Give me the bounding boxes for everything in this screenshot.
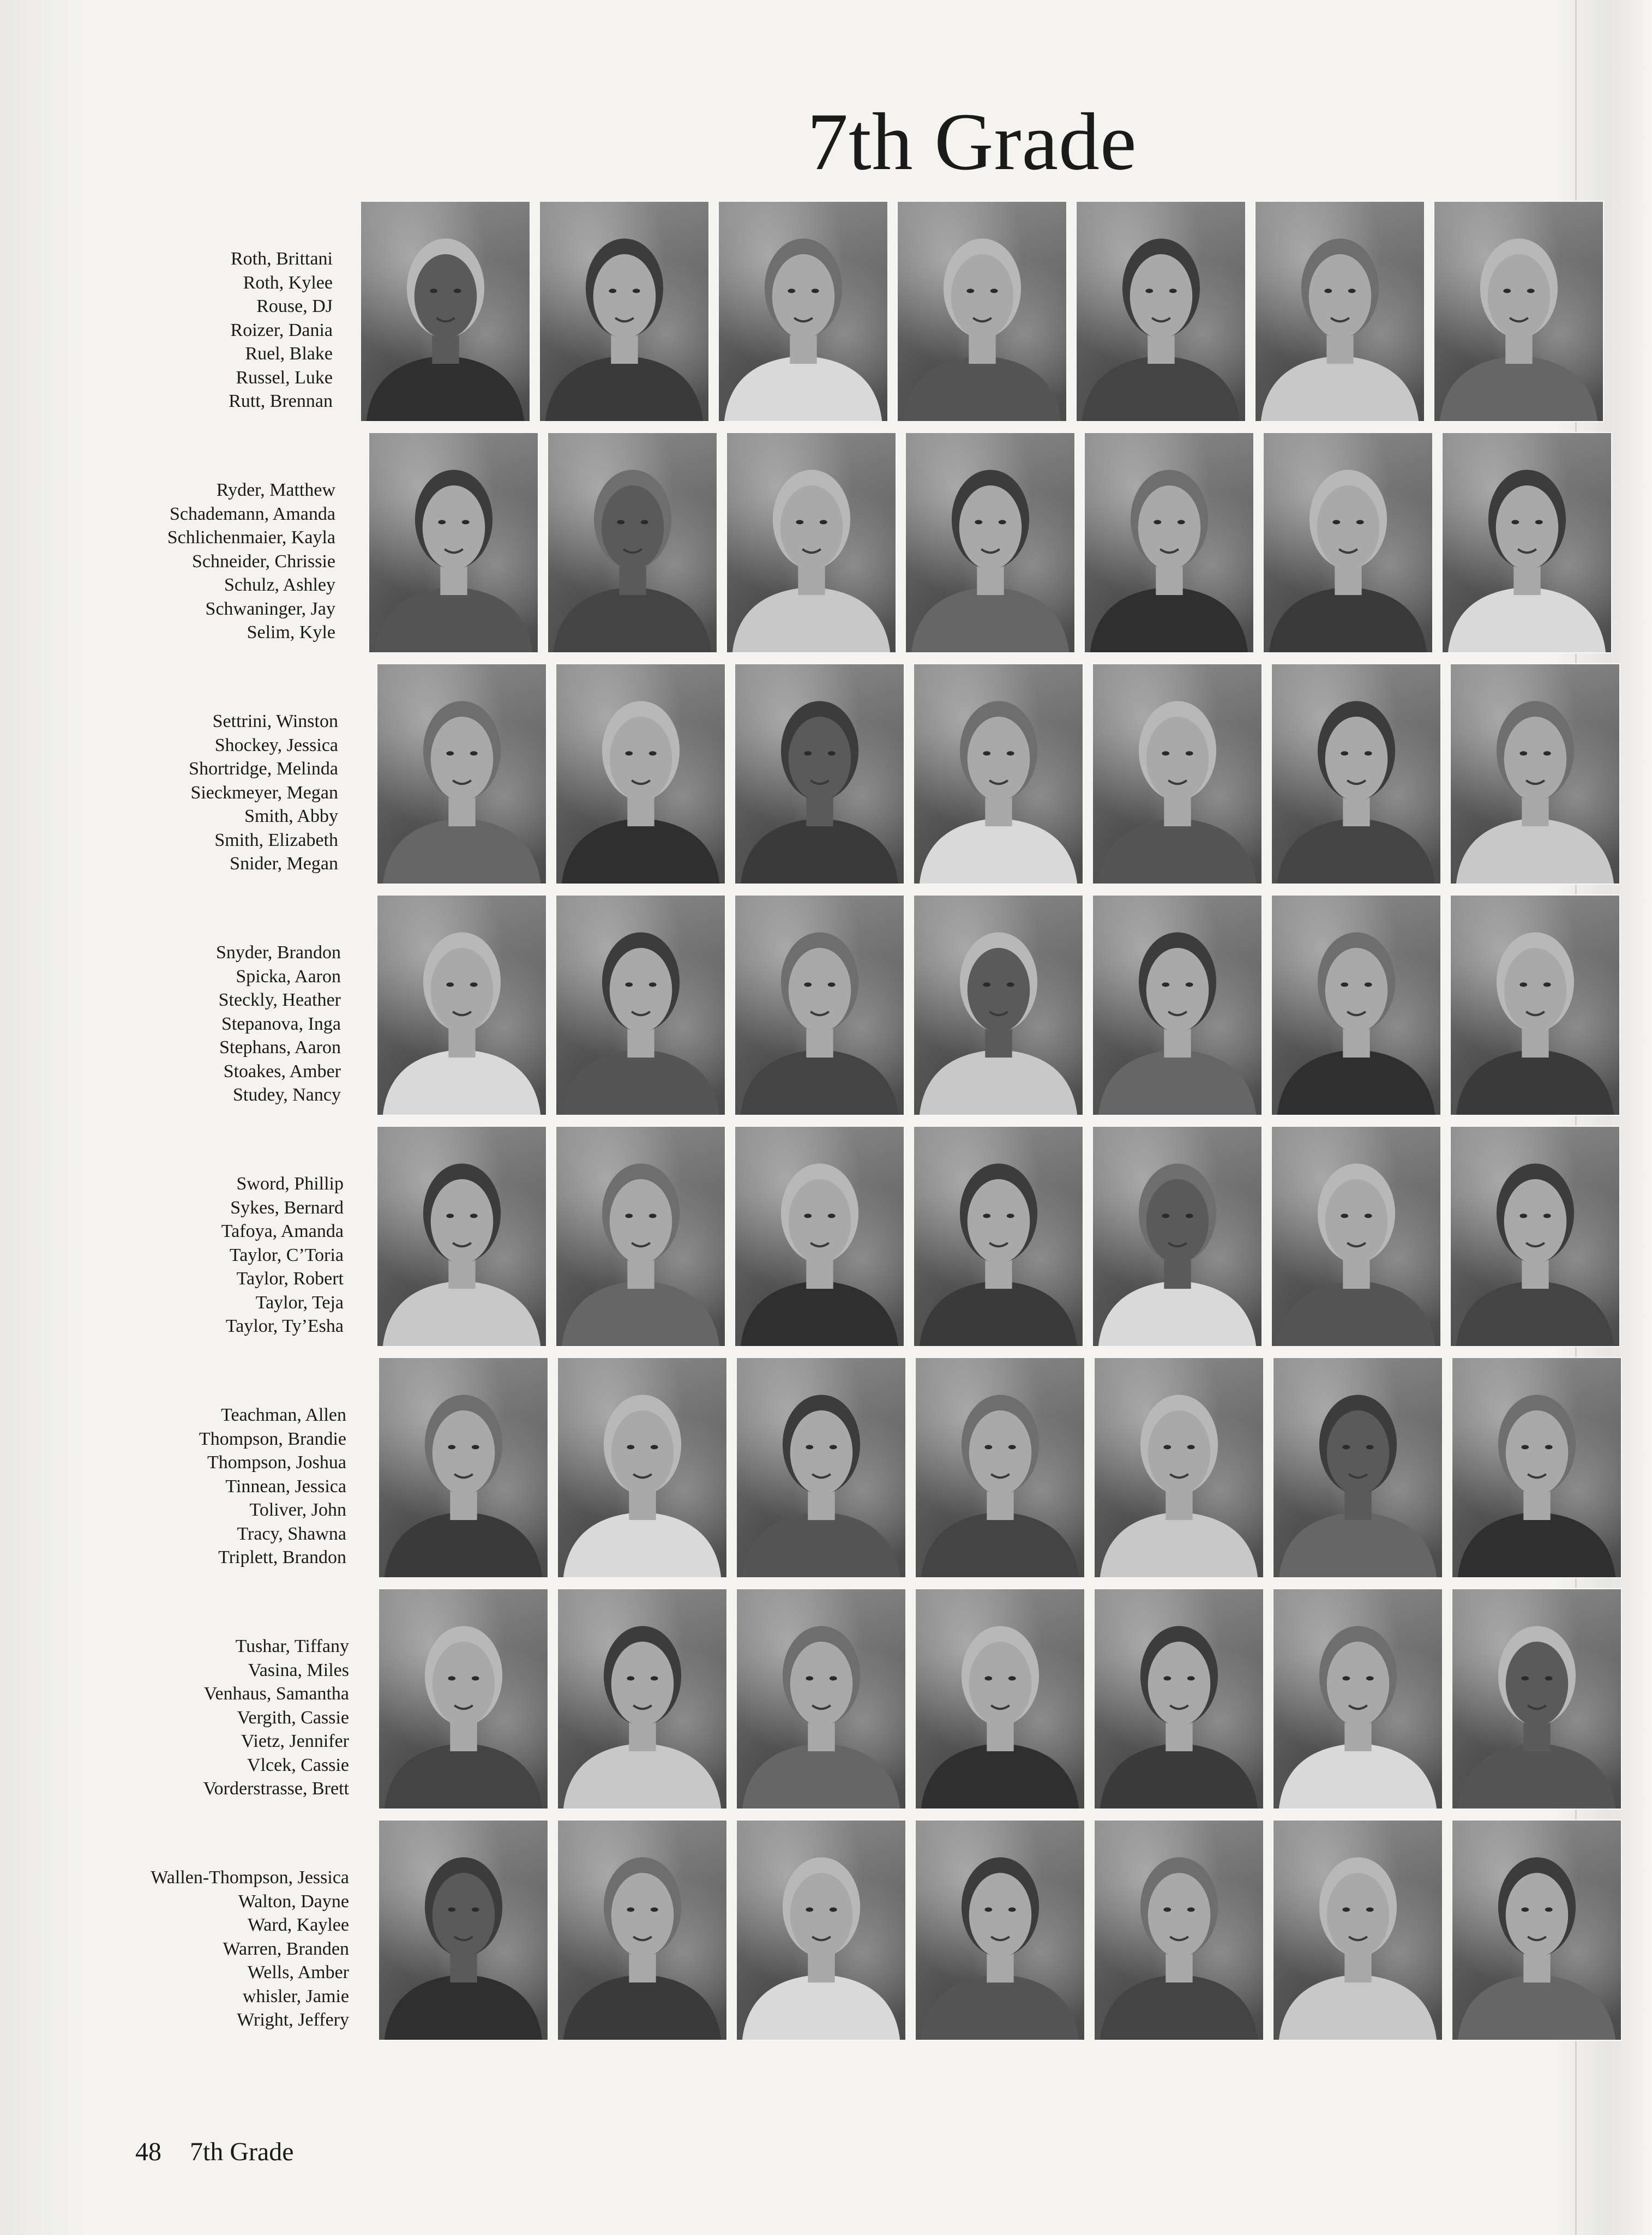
portrait-silhouette	[377, 1127, 546, 1346]
portrait-silhouette	[556, 1127, 725, 1346]
student-photo	[378, 1819, 549, 2041]
student-name: Sykes, Bernard	[230, 1197, 344, 1218]
student-photo	[1094, 1819, 1264, 2041]
student-name: Ryder, Matthew	[216, 480, 335, 500]
student-name: Settrini, Winston	[212, 711, 338, 731]
student-photo	[547, 432, 718, 653]
portrait-silhouette	[898, 202, 1066, 421]
student-name: Tafoya, Amanda	[221, 1221, 344, 1241]
portrait-silhouette	[1093, 896, 1261, 1115]
portrait-silhouette	[1273, 1358, 1442, 1577]
portrait-silhouette	[1452, 1589, 1621, 1809]
student-name: Stoakes, Amber	[223, 1061, 341, 1082]
student-name: Smith, Elizabeth	[214, 830, 338, 850]
student-photo	[915, 1819, 1085, 2041]
student-name: Warren, Branden	[223, 1938, 349, 1959]
portrait-silhouette	[735, 664, 904, 884]
student-name: Taylor, Teja	[255, 1292, 344, 1313]
page-title: 7th Grade	[807, 97, 1137, 187]
student-photo	[736, 1588, 906, 1810]
student-photo	[1271, 663, 1441, 885]
student-name: Spicka, Aaron	[236, 966, 341, 987]
portrait-silhouette	[379, 1821, 548, 2040]
student-photo	[376, 894, 547, 1116]
student-photo	[726, 432, 897, 653]
student-name: Schlichenmaier, Kayla	[167, 527, 335, 548]
student-name: Stepanova, Inga	[221, 1013, 341, 1034]
portrait-silhouette	[737, 1589, 905, 1809]
student-name: Tracy, Shawna	[237, 1523, 346, 1544]
portrait-silhouette	[558, 1358, 726, 1577]
student-photo	[360, 201, 531, 422]
student-name: Triplett, Brandon	[218, 1547, 346, 1567]
portrait-silhouette	[906, 433, 1074, 652]
student-photo	[734, 1126, 905, 1347]
student-name: Tushar, Tiffany	[235, 1636, 349, 1656]
student-name: Schulz, Ashley	[224, 575, 335, 595]
student-photo	[376, 1126, 547, 1347]
student-photo	[376, 663, 547, 885]
portrait-silhouette	[379, 1589, 548, 1809]
portrait-silhouette	[1255, 202, 1424, 421]
student-name: Taylor, C’Toria	[229, 1245, 344, 1265]
student-photo	[1092, 894, 1263, 1116]
student-name: Schademann, Amanda	[169, 503, 335, 524]
portrait-silhouette	[1085, 433, 1253, 652]
student-photo	[1272, 1588, 1443, 1810]
portrait-silhouette	[1452, 1821, 1621, 2040]
portrait-silhouette	[1272, 664, 1440, 884]
portrait-silhouette	[1272, 1127, 1440, 1346]
student-photo	[378, 1588, 549, 1810]
portrait-silhouette	[1095, 1821, 1263, 2040]
portrait-silhouette	[1451, 896, 1619, 1115]
portrait-silhouette	[1093, 1127, 1261, 1346]
student-photo	[1092, 663, 1263, 885]
name-list	[203, 1635, 349, 1801]
portrait-silhouette	[737, 1821, 905, 2040]
student-photo	[1084, 432, 1254, 653]
student-name: Smith, Abby	[244, 806, 338, 826]
portrait-silhouette	[540, 202, 708, 421]
student-name: Ruel, Blake	[245, 344, 333, 364]
portrait-silhouette	[548, 433, 717, 652]
student-photo	[734, 663, 905, 885]
student-photo	[913, 663, 1084, 885]
portrait-silhouette	[1264, 433, 1432, 652]
student-name: Ward, Kaylee	[247, 1915, 349, 1935]
student-name: Taylor, Robert	[236, 1269, 344, 1289]
portrait-silhouette	[1451, 664, 1619, 884]
portrait-silhouette	[916, 1589, 1084, 1809]
student-photo	[1451, 1588, 1622, 1810]
portrait-silhouette	[719, 202, 887, 421]
portrait-silhouette	[914, 664, 1083, 884]
portrait-silhouette	[916, 1821, 1084, 2040]
student-photo	[368, 432, 539, 653]
student-name: Thompson, Brandie	[199, 1428, 346, 1449]
student-photo	[905, 432, 1076, 653]
student-name: Wright, Jeffery	[237, 2010, 349, 2030]
footer-section: 7th Grade	[190, 2137, 294, 2166]
name-list	[229, 247, 333, 413]
portrait-silhouette	[1451, 1127, 1619, 1346]
student-photo	[1271, 894, 1441, 1116]
student-photo	[557, 1819, 728, 2041]
name-list	[167, 478, 335, 645]
student-photo	[915, 1357, 1085, 1578]
student-photo	[1092, 1126, 1263, 1347]
portrait-silhouette	[1272, 896, 1440, 1115]
portrait-silhouette	[1077, 202, 1245, 421]
student-photo	[557, 1588, 728, 1810]
student-photo	[1094, 1588, 1264, 1810]
student-name: Studey, Nancy	[233, 1085, 341, 1105]
portrait-silhouette	[735, 896, 904, 1115]
portrait-silhouette	[1095, 1358, 1263, 1577]
portrait-silhouette	[1093, 664, 1261, 884]
student-photo	[1450, 1126, 1620, 1347]
student-name: Wallen-Thompson, Jessica	[151, 1867, 349, 1888]
student-photo	[539, 201, 710, 422]
portrait-silhouette	[727, 433, 896, 652]
student-photo	[1076, 201, 1246, 422]
student-photo	[897, 201, 1067, 422]
portrait-silhouette	[377, 664, 546, 884]
portrait-silhouette	[914, 896, 1083, 1115]
student-photo	[1272, 1819, 1443, 2041]
student-photo	[1451, 1819, 1622, 2041]
portrait-silhouette	[1452, 1358, 1621, 1577]
student-photo	[1094, 1357, 1264, 1578]
student-name: Sword, Phillip	[236, 1174, 344, 1194]
student-photo	[1433, 201, 1604, 422]
student-name: Vlcek, Cassie	[247, 1755, 349, 1775]
student-name: Shortridge, Melinda	[189, 759, 338, 779]
student-name: Schwaninger, Jay	[205, 598, 335, 619]
student-name: Steckly, Heather	[218, 990, 341, 1010]
student-name: Tinnean, Jessica	[225, 1476, 346, 1497]
student-photo	[1451, 1357, 1622, 1578]
portrait-silhouette	[1434, 202, 1603, 421]
student-name: Schneider, Chrissie	[191, 551, 335, 572]
page-number: 48	[135, 2137, 161, 2166]
portrait-silhouette	[558, 1589, 726, 1809]
student-photo	[913, 894, 1084, 1116]
student-name: Roth, Kylee	[243, 272, 333, 293]
name-list	[199, 1403, 346, 1570]
student-photo	[718, 201, 888, 422]
portrait-silhouette	[1273, 1821, 1442, 2040]
student-photo	[1254, 201, 1425, 422]
student-photo	[736, 1357, 906, 1578]
student-name: Walton, Dayne	[238, 1891, 349, 1912]
name-list	[189, 710, 338, 876]
student-name: Toliver, John	[249, 1500, 346, 1520]
student-name: Wells, Amber	[247, 1962, 349, 1982]
portrait-silhouette	[1273, 1589, 1442, 1809]
student-name: Stephans, Aaron	[219, 1037, 341, 1058]
student-photo	[1450, 894, 1620, 1116]
portrait-silhouette	[914, 1127, 1083, 1346]
name-list	[151, 1866, 349, 2032]
portrait-silhouette	[556, 896, 725, 1115]
portrait-silhouette	[735, 1127, 904, 1346]
student-photo	[736, 1819, 906, 2041]
student-name: Thompson, Joshua	[207, 1452, 346, 1473]
student-name: whisler, Jamie	[242, 1986, 349, 2006]
student-photo	[1441, 432, 1612, 653]
student-name: Teachman, Allen	[221, 1405, 346, 1425]
student-name: Vorderstrasse, Brett	[203, 1779, 349, 1799]
portrait-silhouette	[369, 433, 538, 652]
student-name: Roizer, Dania	[230, 320, 333, 340]
student-photo	[555, 663, 726, 885]
student-name: Shockey, Jessica	[214, 735, 338, 755]
student-photo	[1271, 1126, 1441, 1347]
portrait-silhouette	[556, 664, 725, 884]
student-name: Vasina, Miles	[248, 1660, 349, 1680]
portrait-silhouette	[377, 896, 546, 1115]
student-name: Russel, Luke	[236, 367, 333, 388]
student-photo	[734, 894, 905, 1116]
student-photo	[913, 1126, 1084, 1347]
portrait-silhouette	[361, 202, 530, 421]
portrait-silhouette	[1443, 433, 1611, 652]
portrait-silhouette	[916, 1358, 1084, 1577]
student-photo	[1450, 663, 1620, 885]
student-photo	[1272, 1357, 1443, 1578]
student-name: Venhaus, Samantha	[203, 1684, 349, 1704]
portrait-silhouette	[737, 1358, 905, 1577]
student-name: Rutt, Brennan	[229, 391, 333, 411]
student-name: Snider, Megan	[230, 854, 338, 874]
portrait-silhouette	[379, 1358, 548, 1577]
student-photo	[555, 1126, 726, 1347]
name-list	[216, 941, 341, 1107]
portrait-silhouette	[1095, 1589, 1263, 1809]
student-photo	[555, 894, 726, 1116]
student-name: Taylor, Ty’Esha	[225, 1316, 344, 1336]
student-name: Rouse, DJ	[256, 296, 333, 316]
student-name: Vergith, Cassie	[237, 1707, 349, 1728]
page-footer	[135, 2139, 294, 2165]
portrait-silhouette	[558, 1821, 726, 2040]
student-name: Snyder, Brandon	[215, 942, 341, 963]
student-photo	[557, 1357, 728, 1578]
name-list	[221, 1172, 344, 1338]
student-name: Vietz, Jennifer	[241, 1731, 349, 1751]
student-photo	[378, 1357, 549, 1578]
student-photo	[915, 1588, 1085, 1810]
student-photo	[1263, 432, 1433, 653]
student-name: Sieckmeyer, Megan	[190, 782, 338, 803]
student-name: Roth, Brittani	[231, 249, 333, 269]
student-name: Selim, Kyle	[247, 622, 335, 642]
